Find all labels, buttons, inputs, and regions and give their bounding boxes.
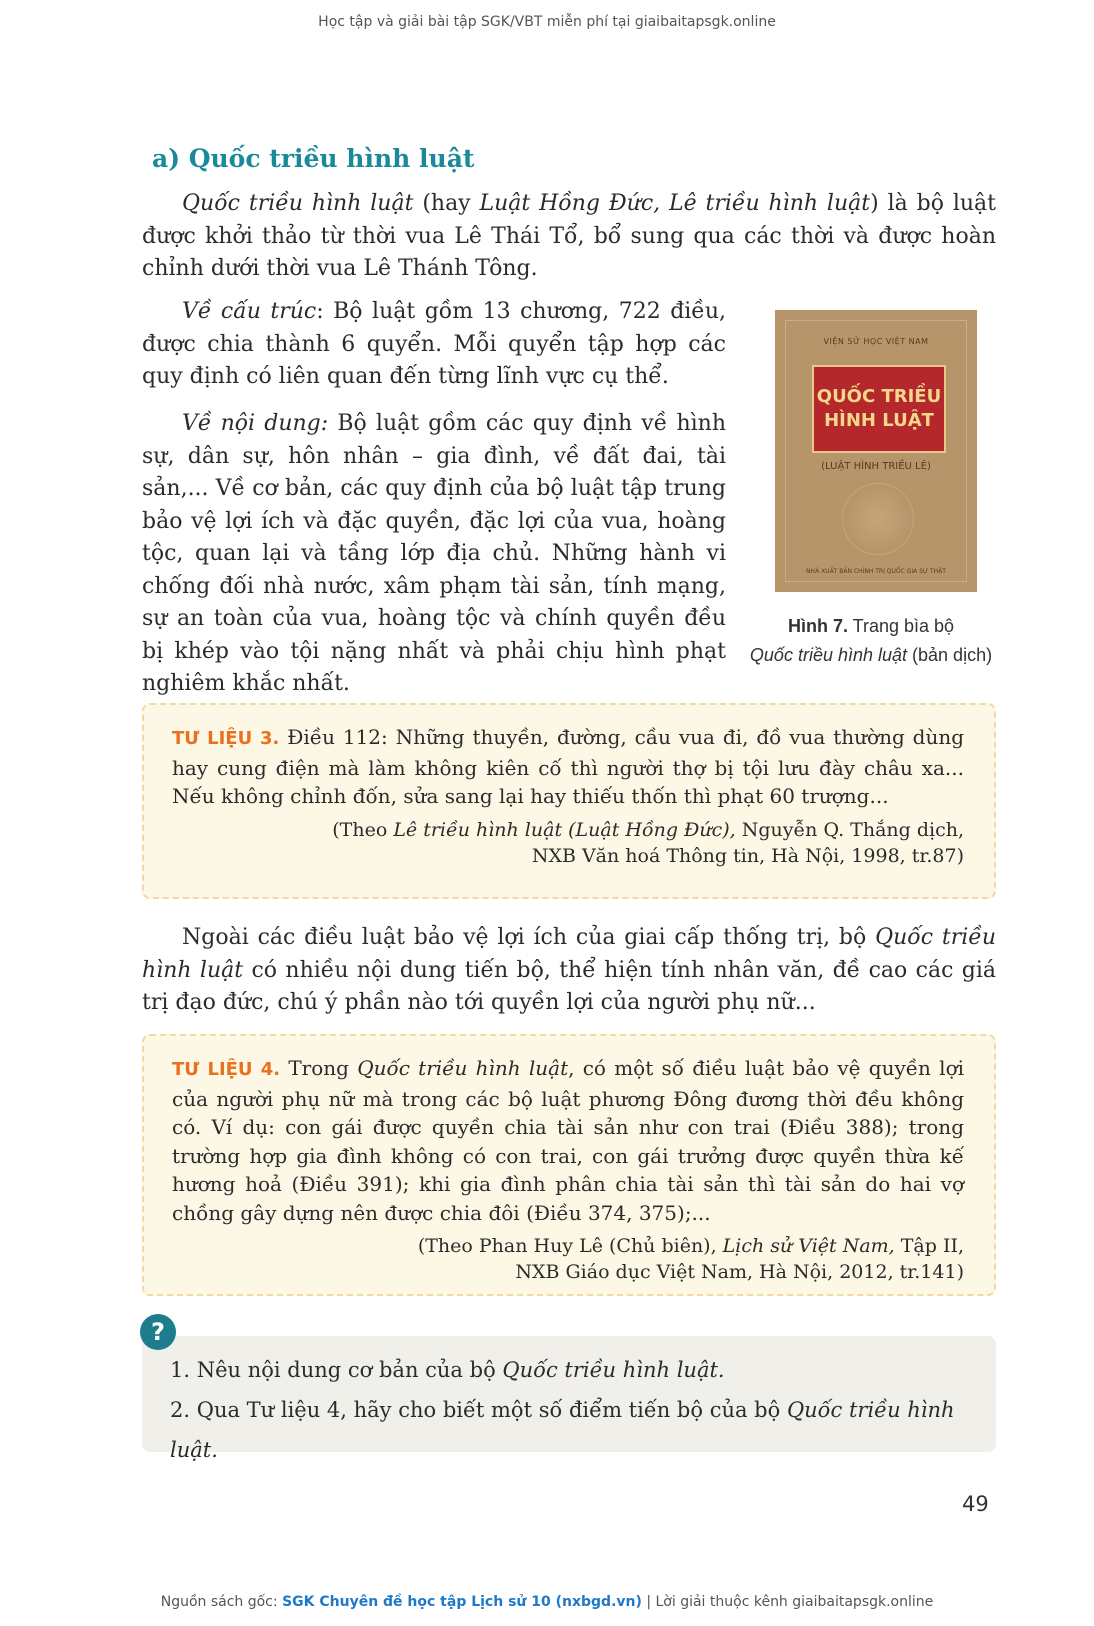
caption-end: (bản dịch) (907, 645, 993, 665)
question-2 (170, 1390, 968, 1470)
source-4-t1: Trong (280, 1056, 358, 1080)
footer-source-link[interactable]: SGK Chuyên đề học tập Lịch sử 10 (nxbgd.vn) (282, 1594, 642, 1610)
q1-italic: Quốc triều hình luật. (502, 1358, 725, 1382)
q1-number: 1. (170, 1358, 191, 1382)
q2-number: 2. (170, 1398, 191, 1422)
book-cover-footer: NHÀ XUẤT BẢN CHÍNH TRỊ QUỐC GIA SỰ THẬT (806, 568, 946, 575)
bottom-banner (0, 1594, 1094, 1610)
p4-text-2: có nhiều nội dung tiến bộ, thể hiện tính nhân văn, đề cao các giá trị đạo đức, chú ý phần nào tới quyền lợi của người phụ nữ... (142, 957, 996, 1015)
book-cover-subtitle: (LUẬT HÌNH TRIỀU LÊ) (821, 461, 931, 472)
figure-caption (746, 612, 996, 670)
source-3-label: TƯ LIỆU 3. (172, 728, 280, 749)
p3-text: Bộ luật gồm các quy định về hình sự, dân sự, hôn nhân – gia đình, về đất đai, tài sản,... Về cơ bản, các quy định của bộ luật tập trung bảo vệ lợi ích và đặc quyền, đặc lợi của vua, hoàng tộc, quan lại và tầng lớp địa chủ. Những hành vi chống đối nhà nước, xâm phạm tài sản, tính mạng, sự an toàn của vua, hoàng tộc và chính quyền đều bị khép vào tội nặng nhất và phải chịu hình phạt nghiêm khắc nhất. (142, 411, 726, 696)
footer-prefix: Nguồn sách gốc: (160, 1594, 283, 1610)
top-banner: Học tập và giải bài tập SGK/VBT miễn phí tại giaibaitapsgk.online (318, 14, 776, 30)
source-4-citation (172, 1233, 964, 1285)
p1-italic-2: Luật Hồng Đức, Lê triều hình luật (479, 191, 871, 216)
book-cover-frame (785, 320, 967, 582)
section-title: a) Quốc triều hình luật (152, 144, 475, 173)
footer-suffix: | Lời giải thuộc kênh giaibaitapsgk.online (641, 1594, 934, 1610)
source-4-box (142, 1034, 996, 1296)
cite-4-italic: Lịch sử Việt Nam, (722, 1235, 895, 1257)
book-cover-publisher: VIỆN SỬ HỌC VIỆT NAM (823, 337, 929, 346)
book-cover-image (775, 310, 977, 592)
cite-3-part-2: Nguyễn Q. Thắng dịch, (735, 818, 964, 841)
progressive-paragraph (142, 922, 996, 1020)
q2-text: Qua Tư liệu 4, hãy cho biết một số điểm tiến bộ của bộ (190, 1398, 787, 1422)
p1-lead: Quốc triều hình luật (182, 191, 414, 216)
caption-label: Hình 7. (787, 616, 848, 636)
q1-text: Nêu nội dung cơ bản của bộ (190, 1358, 503, 1382)
source-3-body: Điều 112: Những thuyền, đường, cầu vua đi, đồ vua thường dùng hay cung điện mà làm không kiên cố thì người thợ bị tội lưu đày châu xa... Nếu không chỉnh đốn, sửa sang lại hay thiếu thốn thì phạt 60 trượng... (172, 725, 965, 808)
question-mark-icon: ? (140, 1314, 176, 1350)
cite-4-part-1: (Theo Phan Huy Lê (Chủ biên), (417, 1235, 723, 1257)
q2-italic: Quốc triều hình luật. (170, 1398, 955, 1462)
structure-paragraph (142, 296, 726, 394)
content-paragraph (142, 408, 726, 701)
source-4-t2: , có một số điều luật bảo vệ quyền lợi của người phụ nữ mà trong các bộ luật phương Đông đương thời đều không có. Ví dụ: con gái được quyền chia tài sản như con trai (Điều 388); trong trường hợp gia đình không có con trai, con gái trưởng được quyền thừa kế hương hoả (Điều 391); khi gia đình phân chia tài sản thì tài sản do hai vợ chồng gây dựng nên được chia đôi (Điều 374, 375);... (172, 1056, 965, 1225)
cite-3-italic: Lê triều hình luật (Luật Hồng Đức), (393, 818, 736, 841)
p1-text-1: (hay (413, 191, 480, 216)
cite-3-part-1: (Theo (332, 818, 394, 841)
p3-lead: Về nội dung: (182, 411, 329, 436)
source-4-text (172, 1054, 964, 1227)
book-cover-title-line-2: HÌNH LUẬT (824, 410, 934, 431)
page-number: 49 (962, 1492, 989, 1516)
cite-3-line-2: NXB Văn hoá Thông tin, Hà Nội, 1998, tr.87) (531, 844, 964, 867)
p2-text: : Bộ luật gồm 13 chương, 722 điều, được chia thành 6 quyển. Mỗi quyển tập hợp các quy định có liên quan đến từng lĩnh vực cụ thể. (142, 299, 727, 389)
question-1 (170, 1350, 968, 1390)
questions-box (142, 1336, 996, 1462)
cite-4-part-2: Tập II, (894, 1235, 964, 1257)
source-4-italic: Quốc triều hình luật (357, 1056, 569, 1080)
p4-italic: Quốc triều hình luật (142, 925, 996, 983)
source-3-citation (172, 817, 964, 869)
dragon-emblem-icon (842, 483, 914, 555)
caption-text: Trang bìa bộ (847, 616, 955, 636)
book-cover-title-panel (812, 365, 946, 453)
book-cover-title-line-1: QUỐC TRIỀU (816, 386, 942, 407)
cite-4-line-2: NXB Giáo dục Việt Nam, Hà Nội, 2012, tr.141) (515, 1261, 964, 1283)
source-4-label: TƯ LIỆU 4. (172, 1059, 281, 1080)
source-3-box (142, 703, 996, 899)
caption-italic: Quốc triều hình luật (749, 645, 908, 665)
p1-text-2: ) là bộ luật được khởi thảo từ thời vua Lê Thái Tổ, bổ sung qua các thời và được hoàn chỉnh dưới thời vua Lê Thánh Tông. (142, 191, 996, 281)
source-3-text (172, 723, 964, 811)
p2-lead: Về cấu trúc (182, 299, 317, 324)
intro-paragraph-1 (142, 188, 996, 286)
p4-text-1: Ngoài các điều luật bảo vệ lợi ích của giai cấp thống trị, bộ (182, 925, 876, 950)
